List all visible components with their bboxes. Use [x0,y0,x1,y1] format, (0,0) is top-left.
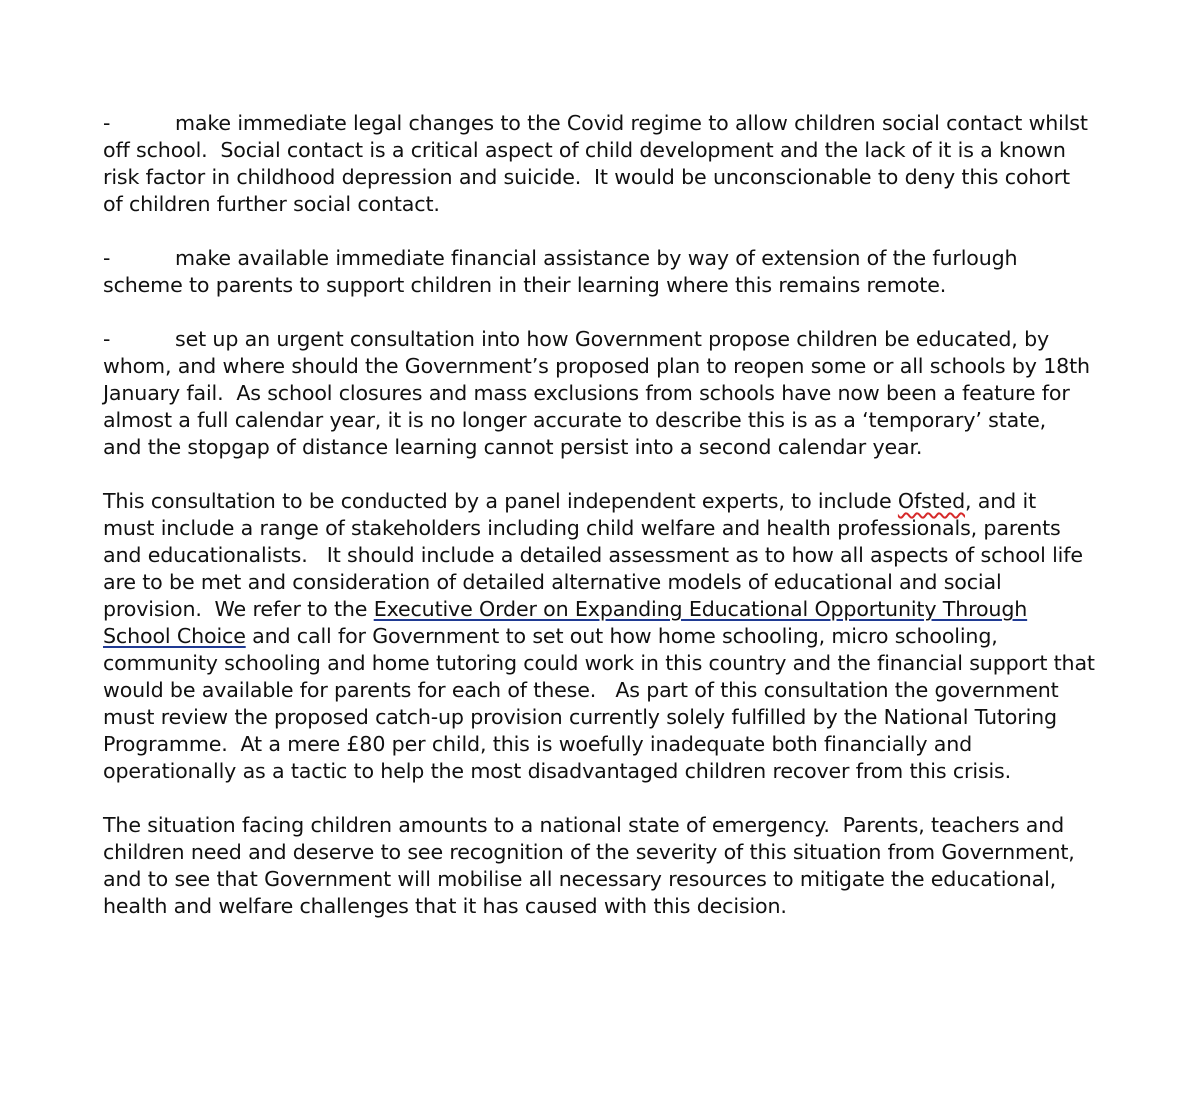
bullet-dash: - [103,111,111,135]
bullet-text-line: whom, and where should the Government’s proposed plan to reopen some or all schools by 18th [103,354,1090,378]
bullet-text-line: almost a full calendar year, it is no longer accurate to describe this is as a ‘temporary’ state, [103,408,1046,432]
bullet-item-financial-assistance [103,245,1103,299]
paragraph-text: , and it [965,489,1036,513]
bullet-item-social-contact [103,110,1103,218]
bullet-text-line: make immediate legal changes to the Covid regime to allow children social contact whilst [175,111,1088,135]
document-body [103,110,1103,920]
paragraph-text-line: community schooling and home tutoring could work in this country and the financial support that [103,651,1095,675]
paragraph-text: provision. We refer to the [103,597,374,621]
bullet-item-urgent-consultation [103,326,1103,461]
paragraph-text-line: children need and deserve to see recognition of the severity of this situation from Government, [103,840,1075,864]
paragraph-text-line: and educationalists. It should include a detailed assessment as to how all aspects of school life [103,543,1083,567]
paragraph-text-line: Programme. At a mere £80 per child, this is woefully inadequate both financially and [103,732,973,756]
paragraph-text-line: must review the proposed catch-up provision currently solely fulfilled by the National Tutoring [103,705,1057,729]
closing-paragraph [103,812,1103,920]
bullet-text-line: set up an urgent consultation into how Government propose children be educated, by [175,327,1050,351]
bullet-text-line: off school. Social contact is a critical aspect of child development and the lack of it is a known [103,138,1066,162]
bullet-text-line: and the stopgap of distance learning cannot persist into a second calendar year. [103,435,923,459]
paragraph-gap [103,299,1103,326]
bullet-dash: - [103,246,111,270]
executive-order-link-continued[interactable]: School Choice [103,624,246,648]
spellcheck-flagged-word[interactable]: Ofsted [897,489,966,513]
paragraph-text-line: would be available for parents for each of these. As part of this consultation the government [103,678,1059,702]
bullet-text-line: January fail. As school closures and mass exclusions from schools have now been a feature for [103,381,1070,405]
paragraph-text: and call for Government to set out how home schooling, micro schooling, [245,624,998,648]
bullet-text-line: scheme to parents to support children in their learning where this remains remote. [103,273,947,297]
executive-order-link[interactable]: Executive Order on Expanding Educational Opportunity Through [373,597,1028,621]
bullet-text-line: risk factor in childhood depression and suicide. It would be unconscionable to deny this cohort [103,165,1070,189]
paragraph-text: This consultation to be conducted by a panel independent experts, to include [103,489,898,513]
paragraph-text-line: are to be met and consideration of detailed alternative models of educational and social [103,570,1002,594]
bullet-text-line: make available immediate financial assistance by way of extension of the furlough [175,246,1018,270]
paragraph-gap [103,461,1103,488]
paragraph-text-line: must include a range of stakeholders including child welfare and health professionals, parents [103,516,1061,540]
bullet-text-line: of children further social contact. [103,192,440,216]
bullet-dash: - [103,327,111,351]
paragraph-gap [103,218,1103,245]
paragraph-text-line: health and welfare challenges that it has caused with this decision. [103,894,787,918]
paragraph-gap [103,785,1103,812]
paragraph-text-line: The situation facing children amounts to a national state of emergency. Parents, teachers and [103,813,1065,837]
consultation-paragraph [103,488,1103,785]
paragraph-text-line: and to see that Government will mobilise all necessary resources to mitigate the educational, [103,867,1057,891]
paragraph-text-line: operationally as a tactic to help the most disadvantaged children recover from this crisis. [103,759,1012,783]
